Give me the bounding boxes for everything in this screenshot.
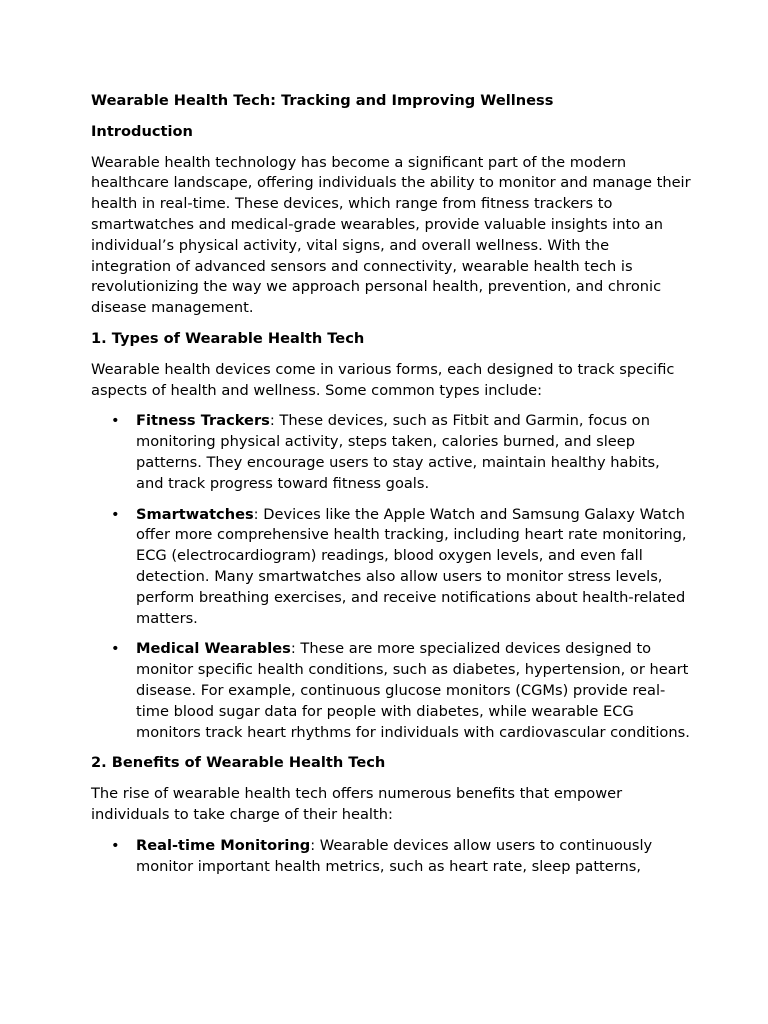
list-item-term: Real-time Monitoring: [136, 836, 311, 854]
list-item-term: Medical Wearables: [136, 640, 291, 658]
list-item: [91, 505, 691, 630]
benefits-list: [91, 836, 691, 878]
bullet-icon: •: [111, 836, 120, 854]
types-intro-paragraph: Wearable health devices come in various forms, each designed to track specific aspects of health and wellness. Some common types include:: [91, 360, 675, 399]
section-heading-introduction: Introduction: [91, 122, 193, 140]
list-item: [91, 639, 691, 743]
list-item: [91, 411, 691, 494]
section-heading-types: 1. Types of Wearable Health Tech: [91, 329, 365, 347]
bullet-icon: •: [111, 505, 120, 523]
list-item-text: : These devices, such as Fitbit and Garmin, focus on monitoring physical activity, steps taken, calories burned, and sleep patterns. They encourage users to stay active, maintain healthy habits, and track progress toward fitness goals.: [136, 412, 660, 492]
list-item-term: Smartwatches: [136, 505, 254, 523]
section-heading-benefits: 2. Benefits of Wearable Health Tech: [91, 754, 386, 772]
list-item-term: Fitness Trackers: [136, 412, 270, 430]
list-item-text: : Devices like the Apple Watch and Samsung Galaxy Watch offer more comprehensive health tracking, including heart rate monitoring, ECG (electrocardiogram) readings, blood oxygen levels, and even fall detection. Many smartwatches also allow users to monitor stress levels, perform breathing exercises, and receive notifications about health-related matters.: [136, 505, 687, 627]
bullet-icon: •: [111, 640, 120, 658]
list-item: [91, 836, 691, 878]
list-item-text: : These are more specialized devices designed to monitor specific health conditions, such as diabetes, hypertension, or heart disease. For example, continuous glucose monitors (CGMs) provide real-time blood sugar data for people with diabetes, while wearable ECG monitors track heart rhythms for individuals with cardiovascular conditions.: [136, 640, 690, 741]
bullet-icon: •: [111, 412, 120, 430]
document-page: [91, 91, 691, 887]
list-item-text: : Wearable devices allow users to continuously monitor important health metrics, such as heart rate, sleep patterns,: [136, 836, 653, 875]
types-list: [91, 411, 691, 743]
benefits-intro-paragraph: The rise of wearable health tech offers numerous benefits that empower individuals to take charge of their health:: [91, 785, 623, 823]
document-title: Wearable Health Tech: Tracking and Improving Wellness: [91, 92, 554, 109]
intro-paragraph: Wearable health technology has become a significant part of the modern healthcare landscape, offering individuals the ability to monitor and manage their health in real-time. These devices, which range from fitness trackers to smartwatches and medical-grade wearables, provide valuable insights into an individual’s physical activity, vital signs, and overall wellness. With the integration of advanced sensors and connectivity, wearable health tech is revolutionizing the way we approach personal health, prevention, and chronic disease management.: [91, 153, 691, 317]
